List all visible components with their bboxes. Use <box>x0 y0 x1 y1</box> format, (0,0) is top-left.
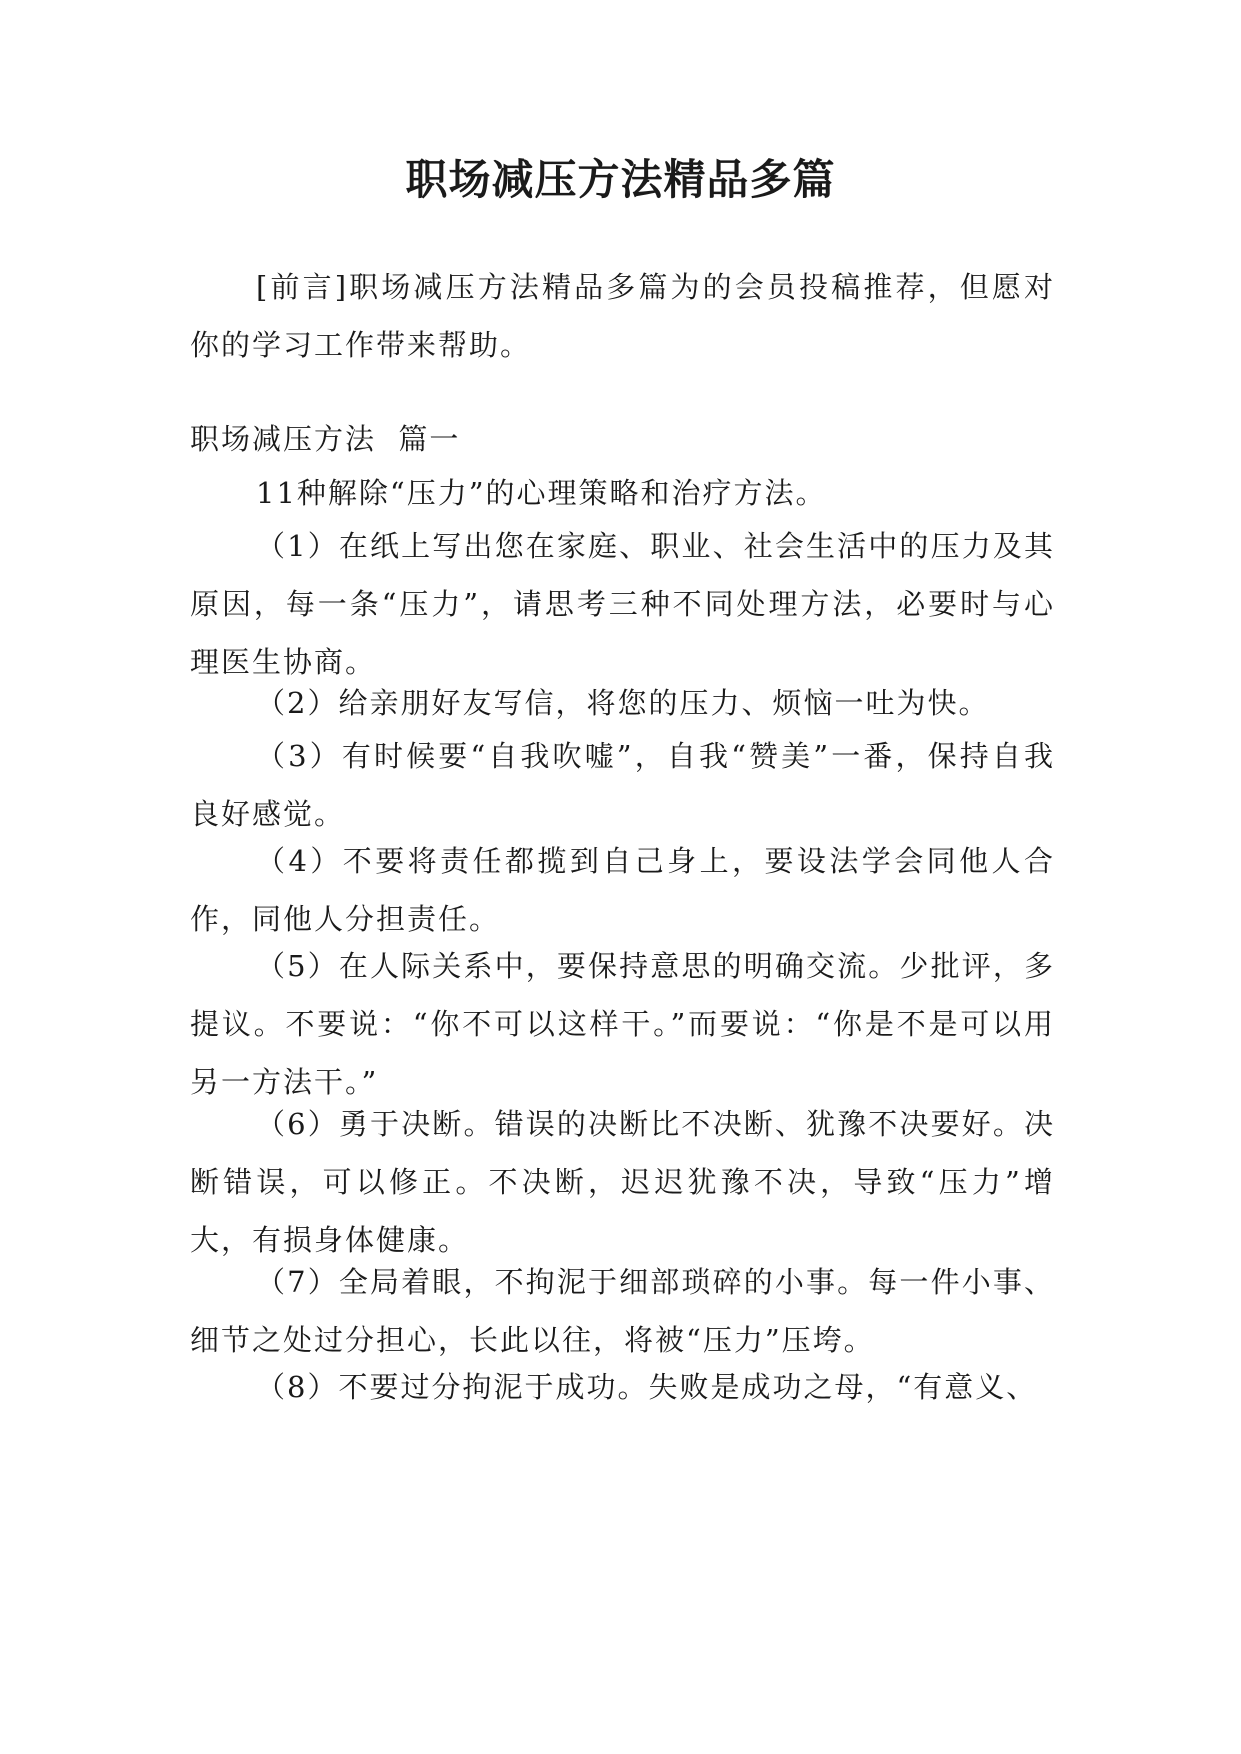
list-item: （2）给亲朋好友写信，将您的压力、烦恼一吐为快。 <box>256 686 990 720</box>
section-heading: 职场减压方法 篇一 <box>190 422 461 456</box>
list-item: （8）不要过分拘泥于成功。失败是成功之母，“有意义、 <box>256 1370 1038 1404</box>
list-item: （7）全局着眼，不拘泥于细部琐碎的小事。每一件小事、细节之处过分担心，长此以往，将被“压力”压垮。 <box>190 1265 1055 1357</box>
preface-paragraph: [前言]职场减压方法精品多篇为的会员投稿推荐，但愿对你的学习工作带来帮助。 <box>190 270 1055 362</box>
list-item: （1）在纸上写出您在家庭、职业、社会生活中的压力及其原因，每一条“压力”，请思考三种不同处理方法，必要时与心理医生协商。 <box>190 529 1055 679</box>
list-item: （5）在人际关系中，要保持意思的明确交流。少批评，多提议。不要说：“你不可以这样干。”而要说：“你是不是可以用另一方法干。” <box>190 949 1055 1099</box>
list-item: （4）不要将责任都揽到自己身上，要设法学会同他人合作，同他人分担责任。 <box>190 844 1055 936</box>
list-item: （3）有时候要“自我吹嘘”，自我“赞美”一番，保持自我良好感觉。 <box>190 739 1055 831</box>
document-title: 职场减压方法精品多篇 <box>405 155 836 204</box>
list-item: （6）勇于决断。错误的决断比不决断、犹豫不决要好。决断错误，可以修正。不决断，迟迟犹豫不决，导致“压力”增大，有损身体健康。 <box>190 1107 1055 1257</box>
intro-paragraph: 11种解除“压力”的心理策略和治疗方法。 <box>256 476 827 510</box>
